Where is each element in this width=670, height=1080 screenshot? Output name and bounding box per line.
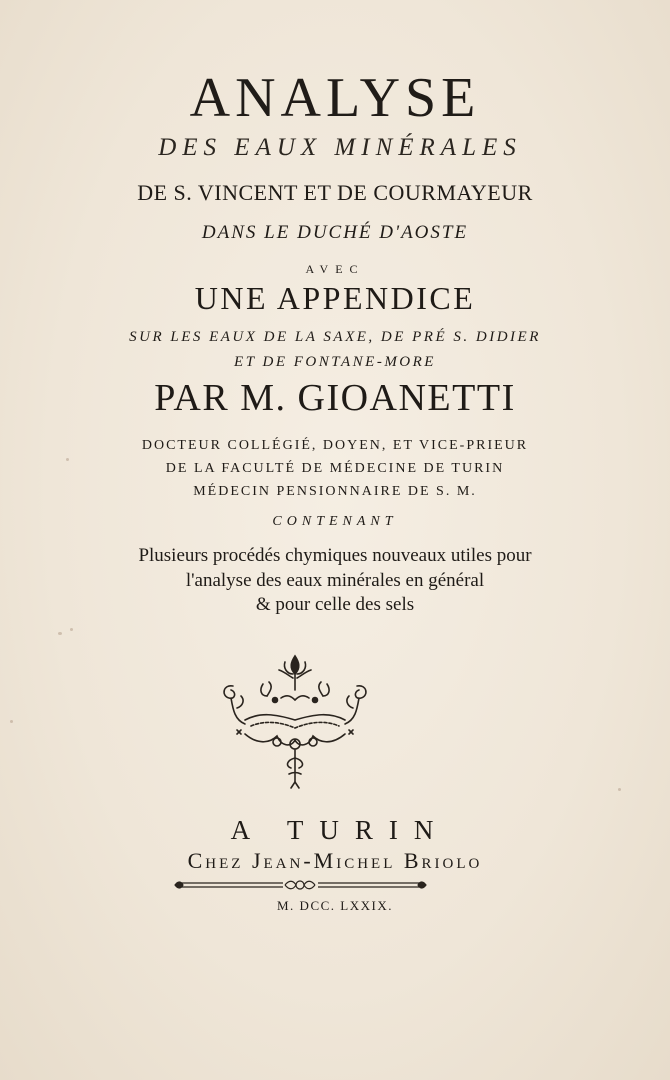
imprint-date: M. DCC. LXXIX. [277,898,393,913]
imprint-printer: Chez Jean-Michel Briolo [187,848,483,873]
paper-speck [10,720,13,723]
appendix-subject-line-1: SUR LES EAUX DE LA SAXE, DE PRÉ S. DIDIER [129,329,541,345]
author-title-line-2: DE LA FACULTÉ DE MÉDECINE DE TURIN [165,461,505,476]
author-line: PAR M. GIOANETTI [154,377,516,419]
springs-locations: DE S. VINCENT ET DE COURMAYEUR [137,180,533,205]
paper-speck [66,458,69,461]
author-title-line-1: DOCTEUR COLLÉGIÉ, DOYEN, ET VICE-PRIEUR [141,438,529,453]
duchy-line: DANS LE DUCHÉ D'AOSTE [201,222,469,243]
containing-line: CONTENANT [272,514,398,529]
with-line: AVEC [305,262,365,276]
appendix-heading: UNE APPENDICE [194,280,476,316]
appendix-subject-line-2: ET DE FONTANE-MORE [234,354,436,370]
decorative-rule-icon [173,878,428,892]
floral-ornament-icon [215,650,375,790]
paper-speck [618,788,621,791]
book-subtitle: DES EAUX MINÉRALES [158,134,522,161]
imprint-city: A TURIN [230,815,450,845]
book-title: ANALYSE [189,67,481,129]
description-line-2: l'analyse des eaux minérales en général [185,570,485,591]
paper-speck [58,632,62,635]
paper-speck [70,628,73,631]
description-line-3: & pour celle des sels [255,594,415,615]
description-line-1: Plusieurs procédés chymiques nouveaux utiles pour [138,545,532,566]
author-title-line-3: MÉDECIN PENSIONNAIRE DE S. M. [193,484,477,499]
